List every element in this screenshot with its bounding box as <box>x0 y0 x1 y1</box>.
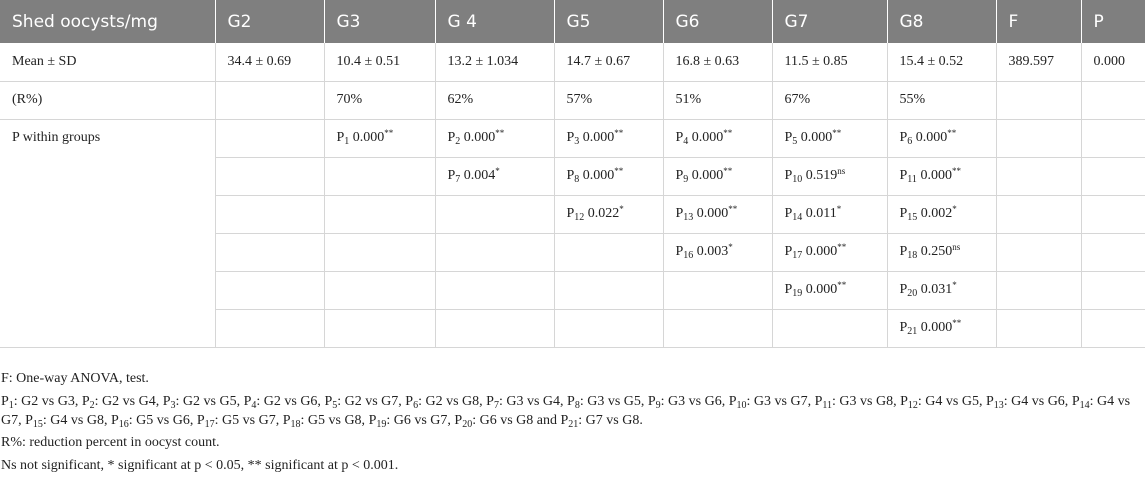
significance-mark: * <box>836 204 842 214</box>
p-index: 11 <box>822 400 833 411</box>
significance-mark: ** <box>614 128 624 138</box>
p-value: 0.000 <box>916 168 952 183</box>
header-cell-g6: G6 <box>663 0 772 43</box>
p-row <box>0 119 1145 157</box>
p-symbol: P <box>899 320 908 335</box>
p-index: 8 <box>574 174 580 185</box>
significance-mark: ns <box>837 166 846 176</box>
table-cell <box>435 119 554 157</box>
p-value: 0.000 <box>802 244 838 259</box>
significance-mark: ** <box>832 128 842 138</box>
p-value: 0.000 <box>579 168 615 183</box>
table-cell: 67% <box>772 81 887 119</box>
significance-mark: * <box>952 280 957 290</box>
table-cell: 57% <box>554 81 663 119</box>
p-index: 3 <box>574 136 580 147</box>
table-cell: 70% <box>324 81 435 119</box>
p-symbol: P <box>1 394 9 409</box>
significance-mark: ** <box>728 204 738 214</box>
table-cell: 55% <box>887 81 996 119</box>
table-cell <box>663 271 772 309</box>
p-index: 9 <box>655 400 661 411</box>
p-value: 0.004 <box>460 168 496 183</box>
table-cell <box>663 157 772 195</box>
p-index: 4 <box>251 400 257 411</box>
p-value: 0.000 <box>917 320 953 335</box>
p-index: 8 <box>574 400 580 411</box>
reduction-row <box>0 81 1145 119</box>
table-cell <box>887 195 996 233</box>
table-cell <box>887 309 996 347</box>
p-value: 0.000 <box>688 130 724 145</box>
table-cell <box>996 271 1081 309</box>
p-value: 0.000 <box>693 206 729 221</box>
p-symbol: P <box>560 413 569 428</box>
p-symbol: P <box>81 394 90 409</box>
p-definition: : G6 vs G8 and <box>472 413 561 428</box>
significance-mark: ** <box>837 280 847 290</box>
p-symbol: P <box>196 413 205 428</box>
table-cell <box>996 195 1081 233</box>
p-symbol: P <box>447 168 456 183</box>
table-cell <box>996 81 1081 119</box>
table-cell <box>772 271 887 309</box>
p-index: 10 <box>736 400 747 411</box>
p-symbol: P <box>110 413 119 428</box>
significance-mark: ** <box>495 128 505 138</box>
p-symbol: P <box>899 130 908 145</box>
p-symbol: P <box>784 282 793 297</box>
p-definition: : G2 vs G4, <box>94 394 163 409</box>
table-cell <box>554 309 663 347</box>
p-definition: : G7 vs G8. <box>578 413 643 428</box>
p-value: 0.000 <box>349 130 385 145</box>
table-cell: 389.597 <box>996 43 1081 81</box>
p-index: 7 <box>493 400 499 411</box>
significance-mark: * <box>728 242 733 252</box>
table-cell <box>996 157 1081 195</box>
table-cell <box>772 233 887 271</box>
table-cell <box>1081 81 1145 119</box>
p-within-groups-label: P within groups <box>0 119 215 347</box>
p-symbol: P <box>728 394 737 409</box>
footnote-f: F: One-way ANOVA, test. <box>1 371 149 386</box>
p-index: 15 <box>907 212 918 223</box>
p-index: 16 <box>683 250 694 261</box>
significance-mark: ns <box>952 242 961 252</box>
p-symbol: P <box>25 413 33 428</box>
p-value: 0.003 <box>693 244 729 259</box>
p-definition: : G3 vs G4, <box>498 394 568 409</box>
p-symbol: P <box>899 282 908 297</box>
p-symbol: P <box>675 244 684 259</box>
p-index: 1 <box>344 136 350 147</box>
header-cell-g3: G3 <box>324 0 435 43</box>
p-symbol: P <box>566 168 575 183</box>
header-cell-g5: G5 <box>554 0 663 43</box>
table-cell: 10.4 ± 0.51 <box>324 43 435 81</box>
header-cell-p: P <box>1081 0 1145 43</box>
p-symbol: P <box>567 394 575 409</box>
p-definition: : G2 vs G8, <box>418 394 487 409</box>
significance-mark: ** <box>947 128 957 138</box>
table-cell: 14.7 ± 0.67 <box>554 43 663 81</box>
p-index: 9 <box>683 174 689 185</box>
table-cell <box>887 119 996 157</box>
header-cell-f: F <box>996 0 1081 43</box>
p-symbol: P <box>899 244 908 259</box>
p-definition: : G3 vs G6, <box>660 394 729 409</box>
table-cell <box>772 309 887 347</box>
table-cell <box>887 233 996 271</box>
p-symbol: P <box>784 168 793 183</box>
p-index: 5 <box>792 136 798 147</box>
significance-mark: * <box>619 204 624 214</box>
p-definition: : G5 vs G6, <box>128 413 197 428</box>
table-cell <box>215 195 324 233</box>
table-cell <box>324 119 435 157</box>
p-index: 6 <box>413 400 419 411</box>
table-cell <box>324 309 435 347</box>
p-value: 0.000 <box>460 130 496 145</box>
p-value: 0.022 <box>584 206 620 221</box>
p-index: 14 <box>1079 400 1090 411</box>
p-index: 16 <box>118 419 129 430</box>
p-index: 18 <box>290 419 301 430</box>
significance-mark: ** <box>952 318 962 328</box>
p-symbol: P <box>784 206 793 221</box>
p-definition: : G4 vs G7, <box>1 394 1131 428</box>
table-cell <box>663 119 772 157</box>
p-symbol: P <box>368 413 377 428</box>
p-symbol: P <box>899 206 908 221</box>
table-cell <box>554 271 663 309</box>
table-cell <box>663 233 772 271</box>
table-cell: 0.000 <box>1081 43 1145 81</box>
p-index: 1 <box>8 400 14 411</box>
p-symbol: P <box>675 206 684 221</box>
table-cell: 15.4 ± 0.52 <box>887 43 996 81</box>
table-cell <box>324 157 435 195</box>
p-index: 2 <box>455 136 461 147</box>
p-index: 6 <box>907 136 913 147</box>
p-definition: : G5 vs G7, <box>214 413 283 428</box>
p-symbol: P <box>814 394 823 409</box>
p-index: 20 <box>462 419 473 430</box>
table-cell <box>663 309 772 347</box>
header-cell-g4: G 4 <box>435 0 554 43</box>
table-cell <box>215 81 324 119</box>
table-cell: 34.4 ± 0.69 <box>215 43 324 81</box>
p-index: 13 <box>993 400 1004 411</box>
p-index: 4 <box>683 136 689 147</box>
significance-mark: ** <box>614 166 624 176</box>
table-cell <box>324 233 435 271</box>
table-cell: 11.5 ± 0.85 <box>772 43 887 81</box>
table-cell <box>772 119 887 157</box>
table-cell: 51% <box>663 81 772 119</box>
significance-mark: ** <box>837 242 847 252</box>
p-index: 17 <box>792 250 803 261</box>
table-cell <box>996 233 1081 271</box>
mean-row <box>0 43 1145 81</box>
p-index: 19 <box>376 419 387 430</box>
significance-mark: ** <box>384 128 394 138</box>
p-index: 5 <box>332 400 338 411</box>
table-cell <box>1081 309 1145 347</box>
header-row <box>0 0 1145 43</box>
table-cell <box>554 119 663 157</box>
footnote-r: R%: reduction percent in oocyst count. <box>1 435 220 450</box>
significance-mark: ** <box>951 166 961 176</box>
p-index: 11 <box>907 174 917 185</box>
p-symbol: P <box>447 130 456 145</box>
table-cell <box>1081 157 1145 195</box>
p-index: 7 <box>455 174 461 185</box>
header-cell-g2: G2 <box>215 0 324 43</box>
table-cell <box>215 233 324 271</box>
p-index: 15 <box>32 419 43 430</box>
p-index: 17 <box>204 419 215 430</box>
p-symbol: P <box>647 394 656 409</box>
p-definition: : G4 vs G5, <box>917 394 986 409</box>
table-cell <box>435 157 554 195</box>
table-cell <box>215 271 324 309</box>
p-index: 12 <box>574 212 585 223</box>
table-cell <box>435 233 554 271</box>
p-definition: : G4 vs G6, <box>1003 394 1072 409</box>
p-symbol: P <box>675 130 684 145</box>
table-cell <box>887 271 996 309</box>
table-cell <box>1081 271 1145 309</box>
p-index: 18 <box>907 250 918 261</box>
table-cell <box>1081 119 1145 157</box>
p-definition: : G3 vs G7, <box>746 394 815 409</box>
header-cell-label: Shed oocysts/mg <box>0 0 215 43</box>
significance-mark: ** <box>723 128 733 138</box>
table-cell: 13.2 ± 1.034 <box>435 43 554 81</box>
p-symbol: P <box>162 394 171 409</box>
significance-mark: * <box>495 166 500 176</box>
p-symbol: P <box>324 394 333 409</box>
p-value: 0.000 <box>579 130 615 145</box>
p-definition: : G2 vs G5, <box>175 394 244 409</box>
table-cell <box>554 157 663 195</box>
significance-mark: * <box>952 204 957 214</box>
header-cell-g8: G8 <box>887 0 996 43</box>
p-symbol: P <box>486 394 494 409</box>
table-cell <box>663 195 772 233</box>
p-index: 10 <box>792 174 803 185</box>
p-index: 19 <box>792 288 803 299</box>
p-definition: : G3 vs G5, <box>579 394 648 409</box>
significance-mark: ** <box>723 166 733 176</box>
p-symbol: P <box>405 394 414 409</box>
p-symbol: P <box>454 413 463 428</box>
p-value: 0.000 <box>688 168 724 183</box>
p-index: 2 <box>89 400 95 411</box>
table-cell: 62% <box>435 81 554 119</box>
p-index: 21 <box>907 326 918 337</box>
p-definition: : G5 vs G8, <box>300 413 369 428</box>
table-cell <box>554 233 663 271</box>
p-definition: : G3 vs G8, <box>832 394 901 409</box>
p-symbol: P <box>243 394 252 409</box>
p-index: 14 <box>792 212 803 223</box>
table-cell <box>324 271 435 309</box>
table-cell <box>996 309 1081 347</box>
table-cell: (R%) <box>0 81 215 119</box>
table-cell <box>435 309 554 347</box>
table-cell: 16.8 ± 0.63 <box>663 43 772 81</box>
p-index: 3 <box>170 400 176 411</box>
p-value: 0.000 <box>912 130 948 145</box>
table-cell <box>435 195 554 233</box>
p-symbol: P <box>566 130 575 145</box>
table-cell <box>996 119 1081 157</box>
p-symbol: P <box>675 168 684 183</box>
p-value: 0.011 <box>802 206 837 221</box>
table-cell <box>772 195 887 233</box>
p-definition: : G2 vs G6, <box>256 394 325 409</box>
p-value: 0.250 <box>917 244 953 259</box>
p-index: 21 <box>568 419 579 430</box>
table-cell <box>215 157 324 195</box>
table-cell <box>772 157 887 195</box>
p-value: 0.002 <box>917 206 953 221</box>
table-cell <box>1081 233 1145 271</box>
footnote-p-definitions <box>1 392 1141 430</box>
p-symbol: P <box>784 244 793 259</box>
table-cell: Mean ± SD <box>0 43 215 81</box>
p-symbol: P <box>900 394 908 409</box>
p-definition: : G2 vs G3, <box>13 394 82 409</box>
header-cell-g7: G7 <box>772 0 887 43</box>
p-symbol: P <box>784 130 793 145</box>
p-symbol: P <box>336 130 345 145</box>
p-symbol: P <box>985 394 994 409</box>
p-value: 0.519 <box>802 168 838 183</box>
p-value: 0.031 <box>917 282 953 297</box>
p-definition: : G6 vs G7, <box>386 413 455 428</box>
p-definition: : G4 vs G8, <box>42 413 111 428</box>
table-cell <box>215 309 324 347</box>
p-symbol: P <box>566 206 575 221</box>
p-index: 20 <box>907 288 918 299</box>
table-cell <box>1081 195 1145 233</box>
table-cell <box>324 195 435 233</box>
p-index: 13 <box>683 212 694 223</box>
p-symbol: P <box>1071 394 1080 409</box>
p-value: 0.000 <box>802 282 838 297</box>
p-value: 0.000 <box>797 130 833 145</box>
table-cell <box>554 195 663 233</box>
p-symbol: P <box>282 413 291 428</box>
p-index: 12 <box>907 400 918 411</box>
footnote-significance: Ns not significant, * significant at p < 0.05, ** significant at p < 0.001. <box>1 458 399 473</box>
table-cell <box>435 271 554 309</box>
table-cell <box>215 119 324 157</box>
table-cell <box>887 157 996 195</box>
p-symbol: P <box>899 168 908 183</box>
p-definition: : G2 vs G7, <box>337 394 406 409</box>
